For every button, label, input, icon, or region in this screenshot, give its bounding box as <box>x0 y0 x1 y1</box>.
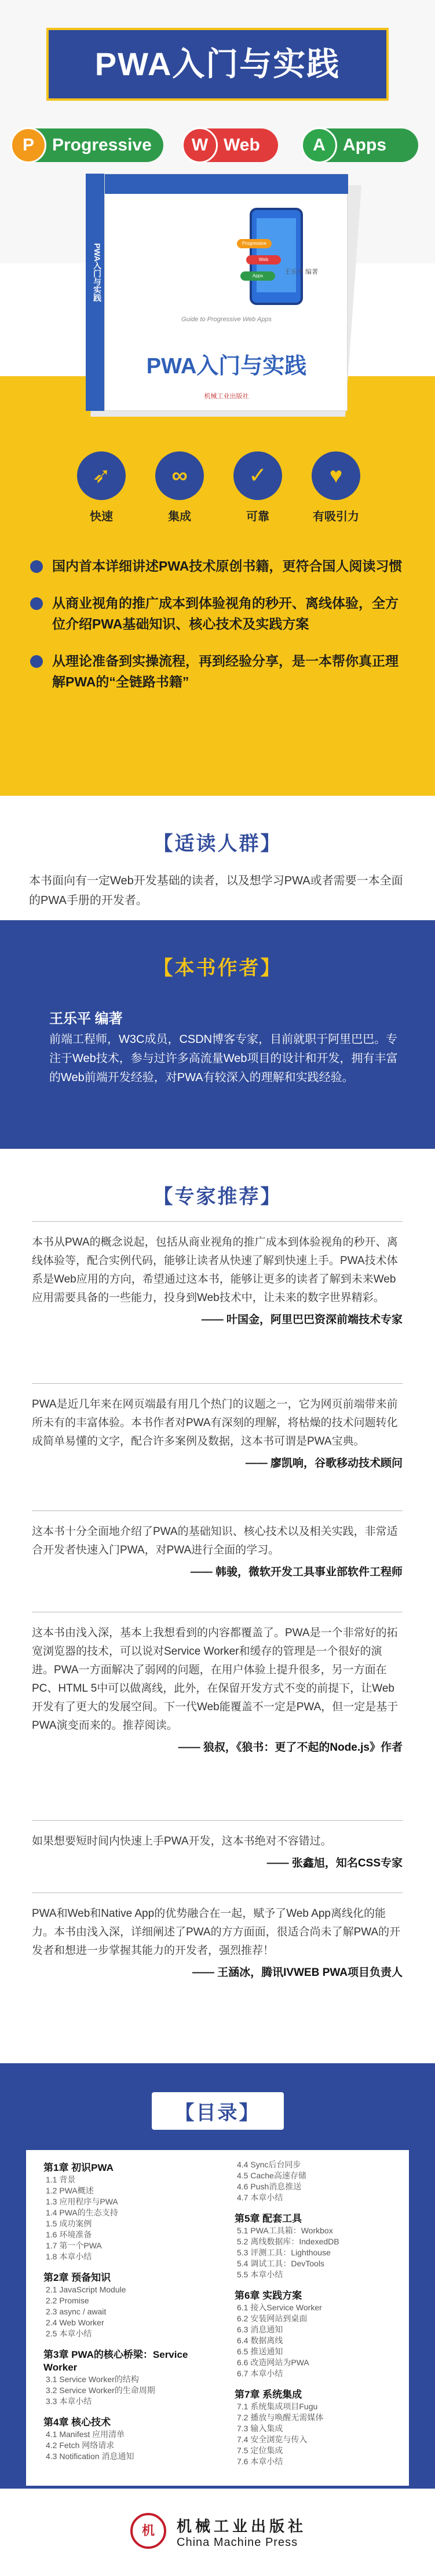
toc-chapter: 第2章 预备知识 <box>43 2272 111 2283</box>
toc-column-left <box>43 2159 223 2462</box>
rocket-icon: ➶ <box>77 451 126 500</box>
selling-points <box>29 556 411 708</box>
author-name: 王乐平 编著 <box>49 1011 123 1027</box>
toc-item: 6.4 数据离线 <box>237 2336 283 2345</box>
pill-label: Progressive <box>52 135 152 155</box>
toc-chapter: 第7章 系统集成 <box>235 2389 302 2400</box>
pill-progressive <box>14 128 163 162</box>
link-icon: ∞ <box>155 451 204 500</box>
pill-apps <box>305 128 418 162</box>
feature-label: 集成 <box>168 510 191 523</box>
book-title: PWA入门与实践 <box>146 354 307 379</box>
readers-text: 本书面向有一定Web开发基础的读者，以及想学习PWA或者需要一本全面的PWA手册的开发者。 <box>29 874 403 907</box>
toc-chapter: 第1章 初识PWA <box>43 2162 114 2173</box>
toc-item: 1.1 背景 <box>46 2175 76 2184</box>
toc-item: 4.4 Sync后台同步 <box>237 2160 301 2169</box>
toc-item: 5.5 本章小结 <box>237 2270 283 2279</box>
expert-quote <box>32 1893 403 1979</box>
toc-item: 2.4 Web Worker <box>46 2318 104 2327</box>
readers-section <box>0 796 435 920</box>
book-publisher: 机械工业出版社 <box>204 393 249 400</box>
toc-item: 3.3 本章小结 <box>46 2397 92 2406</box>
book-banner <box>105 174 348 194</box>
hero-title: PWA入门与实践 <box>94 46 341 82</box>
toc-card <box>26 2150 409 2486</box>
toc-item: 2.5 本章小结 <box>46 2329 92 2338</box>
book-spine-title: PWA入门与实践 <box>93 243 102 302</box>
feature-row <box>0 451 435 538</box>
experts-section <box>0 1149 435 2063</box>
phone-chip-progressive: Progressive <box>237 239 272 248</box>
quote-text: PWA和Web和Native App的优势融合在一起，赋予了Web App离线化的能力。本书由浅入深，详细阐述了PWA的方方面面，很适合尚未了解PWA的开发者和想进一步掌握其能力的开发者，强烈推荐！ <box>32 1908 401 1957</box>
quote-text: 这本书由浅入深，基本上我想看到的内容都覆盖了。PWA是一个非常好的拓宽浏览器的技术，可以说对Service Worker和缓存的管理是一个很好的演进。PWA一方面解决了弱网的问题，在用户体验上提升很多，另一方面在PC、HTML 5中可以做离线，此外，在保留开发方式不变的前提下，让Web开发有了更大的发展空间。下一代Web能覆盖不一定是PWA，但一定是基于PWA演变而来的。推荐阅读。 <box>32 1627 399 1732</box>
feature-reliable <box>226 451 290 524</box>
toc-item: 1.2 PWA概述 <box>46 2186 94 2195</box>
publisher-name-cn: 机械工业出版社 <box>177 2518 307 2535</box>
toc-section <box>0 2063 435 2489</box>
toc-item: 1.8 本章小结 <box>46 2252 92 2261</box>
phone-chip-apps: Apps <box>240 271 275 281</box>
toc-item: 1.4 PWA的生态支持 <box>46 2208 118 2217</box>
toc-item: 7.1 系统集成项目Fugu <box>237 2402 318 2411</box>
quote-author: —— 狼叔，《狼书：更了不起的Node.js》作者 <box>178 1741 403 1754</box>
toc-item: 7.5 定位集成 <box>237 2446 283 2455</box>
toc-item: 6.5 推送通知 <box>237 2347 283 2356</box>
pill-label: Web <box>224 135 260 155</box>
toc-item: 1.5 成功案例 <box>46 2219 92 2228</box>
quote-text: 这本书十分全面地介绍了PWA的基础知识、核心技术以及相关实践，非常适合开发者快速入门PWA，对PWA进行全面的学习。 <box>32 1526 398 1556</box>
feature-fast <box>70 451 133 524</box>
phone-chip-web: Web <box>246 255 281 264</box>
book-spine <box>86 174 105 411</box>
toc-item: 5.2 离线数据库：IndexedDB <box>237 2237 339 2246</box>
feature-engaging <box>304 451 368 524</box>
toc-chapter: 第3章 PWA的核心桥梁：Service Worker <box>43 2349 188 2373</box>
toc-item: 7.2 播放与唤醒无需媒体 <box>237 2413 324 2422</box>
toc-item: 6.1 接入Service Worker <box>237 2303 322 2312</box>
toc-item: 5.3 评测工具：Lighthouse <box>237 2248 331 2257</box>
toc-item: 3.1 Service Worker的结构 <box>46 2375 139 2384</box>
toc-item: 2.2 Promise <box>46 2296 89 2305</box>
author-heading: 【本书作者】 <box>153 957 282 979</box>
publisher-name-en: China Machine Press <box>177 2536 298 2549</box>
pill-letter-p: P <box>10 127 46 163</box>
feature-label: 有吸引力 <box>313 510 359 523</box>
hero-section <box>0 0 435 796</box>
toc-item: 2.3 async / await <box>46 2307 107 2316</box>
toc-item: 4.7 本章小结 <box>237 2193 283 2202</box>
expert-quote <box>32 1511 403 1579</box>
toc-chapter: 第5章 配套工具 <box>235 2213 302 2224</box>
toc-item: 6.7 本章小结 <box>237 2369 283 2378</box>
toc-item: 7.3 输入集成 <box>237 2424 283 2433</box>
pill-letter-w: W <box>182 127 218 163</box>
toc-item: 4.5 Cache高速存储 <box>237 2171 306 2180</box>
heart-icon: ♥ <box>312 451 360 500</box>
toc-item: 1.6 环境准备 <box>46 2230 92 2239</box>
book-english-title: Guide to Progressive Web Apps <box>181 316 272 323</box>
toc-item: 2.1 JavaScript Module <box>46 2285 126 2294</box>
quote-author: —— 王涵冰，腾讯IVWEB PWA项目负责人 <box>192 1967 403 1979</box>
quote-text: 如果想要短时间内快速上手PWA开发，这本书绝对不容错过。 <box>32 1835 332 1847</box>
pill-label: Apps <box>343 135 386 155</box>
toc-item: 6.2 安装网站到桌面 <box>237 2314 308 2323</box>
pill-web <box>185 128 278 162</box>
toc-item: 4.3 Notification 消息通知 <box>46 2452 134 2461</box>
selling-point: 从理论准备到实操流程，再到经验分享，是一本帮你真正理解PWA的“全链路书籍” <box>29 651 411 692</box>
toc-item: 3.2 Service Worker的生命周期 <box>46 2386 155 2395</box>
quote-text: 本书从PWA的概念说起，包括从商业视角的推广成本到体验视角的秒开、离线体验等，配合实例代码，能够让读者从快速了解到快速上手。PWA技术体系是Web应用的方向，希望通过这本书，能够让更多的读者了解到未来Web应用需要具备的一些能力，投身到Web技术中，让未来的数字世界精彩。 <box>32 1236 398 1304</box>
selling-point: 从商业视角的推广成本到体验视角的秒开、离线体验，全方位介绍PWA基础知识、核心技术及实践方案 <box>29 593 411 634</box>
expert-quote <box>32 1221 403 1326</box>
toc-item: 7.6 本章小结 <box>237 2457 283 2466</box>
toc-item: 1.3 应用程序与PWA <box>46 2197 118 2206</box>
phone-illustration <box>242 208 303 305</box>
toc-item: 6.6 改造网站为PWA <box>237 2358 309 2367</box>
quote-author: —— 叶国金，阿里巴巴资深前端技术专家 <box>201 1314 403 1326</box>
toc-item: 1.7 第一个PWA <box>46 2241 102 2250</box>
book-cover <box>104 174 348 411</box>
toc-item: 5.4 调试工具：DevTools <box>237 2259 324 2268</box>
feature-label: 可靠 <box>246 510 269 523</box>
toc-chapter: 第6章 实践方案 <box>235 2290 302 2301</box>
quote-author: —— 韩骏，微软开发工具事业部软件工程师 <box>190 1566 403 1578</box>
toc-column-right <box>235 2159 414 2467</box>
publisher-logo-icon: 机 <box>130 2513 166 2549</box>
feature-integrated <box>148 451 211 524</box>
feature-label: 快速 <box>90 510 113 523</box>
bullet-dot-icon <box>30 597 43 610</box>
toc-heading: 【目录】 <box>152 2092 284 2130</box>
toc-chapter: 第4章 核心技术 <box>43 2417 111 2428</box>
quote-author: —— 张鑫旭，知名CSS专家 <box>266 1857 403 1869</box>
check-icon: ✓ <box>233 451 282 500</box>
toc-item: 4.6 Push消息推送 <box>237 2182 302 2191</box>
selling-point: 国内首本详细讲述PWA技术原创书籍，更符合国人阅读习惯 <box>29 556 411 576</box>
author-section <box>0 920 435 1149</box>
readers-heading: 【适读人群】 <box>153 833 282 855</box>
publisher-footer <box>0 2489 435 2576</box>
toc-item: 4.2 Fetch 网络请求 <box>46 2441 115 2450</box>
toc-item: 6.3 消息通知 <box>237 2325 283 2334</box>
expert-quote <box>32 1383 403 1470</box>
experts-heading: 【专家推荐】 <box>153 1186 282 1208</box>
book-author: 王乐平 编著 <box>284 269 319 275</box>
pill-letter-a: A <box>301 127 337 163</box>
bullet-dot-icon <box>30 560 43 573</box>
toc-item: 4.1 Manifest 应用清单 <box>46 2430 125 2439</box>
author-description: 前端工程师，W3C成员，CSDN博客专家，目前就职于阿里巴巴。专注于Web技术，参与过许多高流量Web项目的设计和开发，拥有丰富的Web前端开发经验，对PWA有较深入的理解和实践经验。 <box>49 1033 398 1084</box>
expert-quote <box>32 1612 403 1754</box>
quote-text: PWA是近几年来在网页端最有用几个热门的议题之一，它为网页前端带来前所未有的丰富体验。本书作者对PWA有深刻的理解，将枯燥的技术问题转化成简单易懂的文字，配合许多案例及数据，这本书可谓是PWA宝典。 <box>32 1398 398 1447</box>
toc-item: 7.4 安全浏览与传入 <box>237 2435 308 2444</box>
expert-quote <box>32 1820 403 1870</box>
bullet-dot-icon <box>30 655 43 668</box>
toc-item: 5.1 PWA工具箱：Workbox <box>237 2226 333 2235</box>
quote-author: —— 廖凯响，谷歌移动技术顾问 <box>245 1457 403 1469</box>
hero-title-box <box>46 28 389 101</box>
